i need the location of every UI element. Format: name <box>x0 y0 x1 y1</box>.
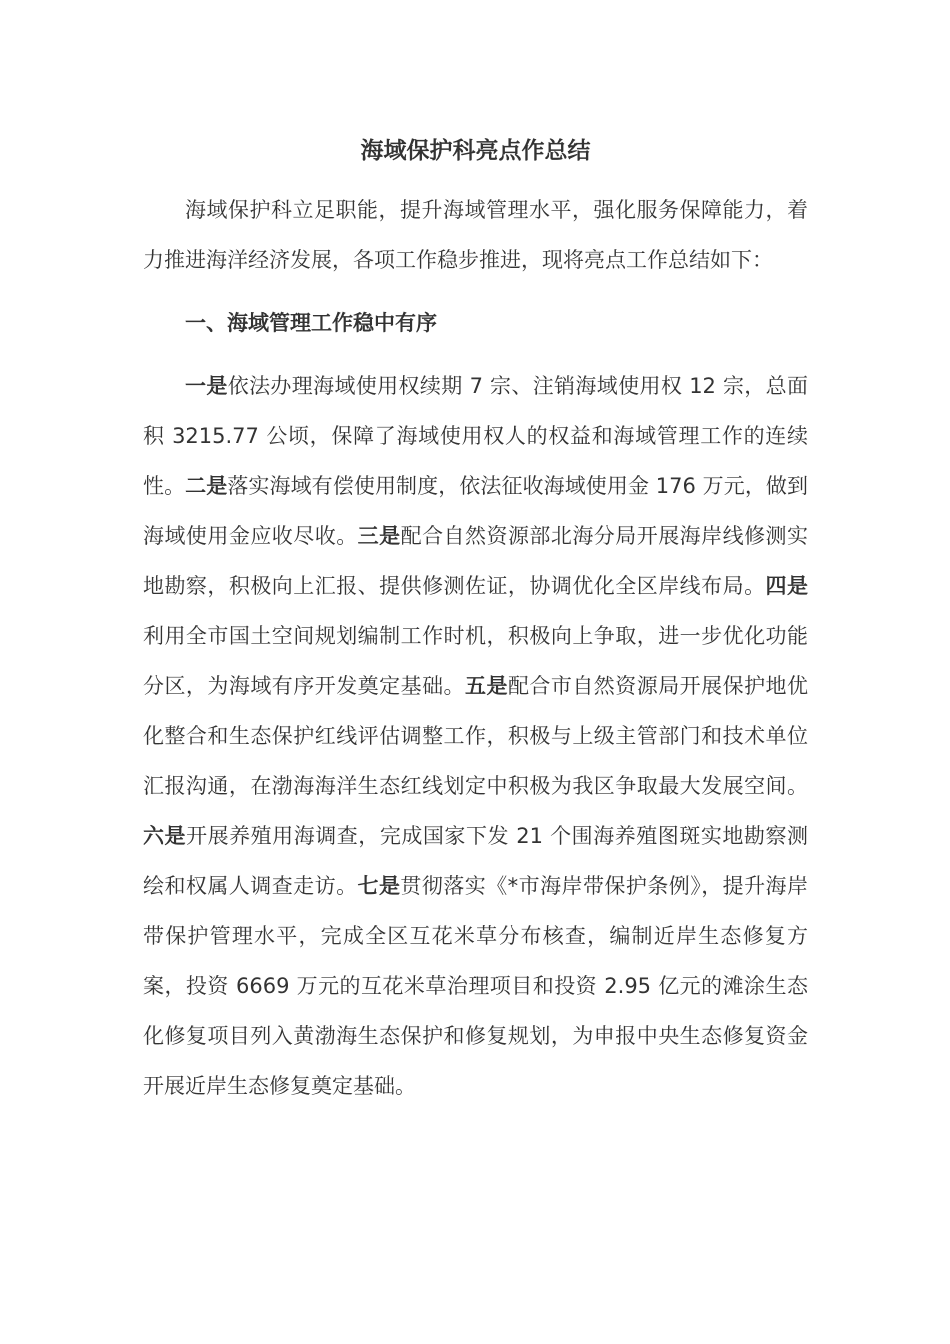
item-label: 六是 <box>143 824 187 848</box>
item-text: 利用全市国土空间规划编制工作时机，积极向上争取，进一步优化功能分区，为海域有序开发奠定基础。 <box>143 624 808 698</box>
item-label: 二是 <box>185 474 228 498</box>
item-label: 三是 <box>357 524 401 548</box>
item-text: 依法办理海域使用权续期 7 宗、注销海域使用权 12 宗，总面积 3215.77 公顷，保障了海域使用权人的权益和海域管理工作的连续性。 <box>143 374 808 498</box>
item-text: 配合自然资源部北海分局开展海岸线修测实地勘察，积极向上汇报、提供修测佐证，协调优化全区岸线布局。 <box>143 524 809 598</box>
item-text: 落实海域有偿使用制度，依法征收海域使用金 176 万元，做到海域使用金应收尽收。 <box>143 474 808 548</box>
item-text: 配合市自然资源局开展保护地优化整合和生态保护红线评估调整工作，积极与上级主管部门和技术单位汇报沟通，在渤海海洋生态红线划定中积极为我区争取最大发展空间。 <box>143 674 809 798</box>
item-label: 四是 <box>765 574 808 598</box>
item-text: 贯彻落实《*市海岸带保护条例》，提升海岸带保护管理水平，完成全区互花米草分布核查，编制近岸生态修复方案，投资 6669 万元的互花米草治理项目和投资 2.95 亿元的滩涂生态化修复项目列入黄渤海生态保护和修复规划，为申报中央生态修复资金开展近岸生态修复奠定基础。 <box>143 874 809 1098</box>
document-title: 海域保护科亮点作总结 <box>360 138 591 164</box>
section-body-paragraph <box>143 361 808 1111</box>
item-label: 五是 <box>465 674 508 698</box>
document-page <box>143 128 808 1111</box>
item-text: 开展养殖用海调查，完成国家下发 21 个围海养殖图斑实地勘察测绘和权属人调查走访。 <box>143 824 808 898</box>
item-label: 一是 <box>185 374 228 398</box>
item-label: 七是 <box>357 874 401 898</box>
intro-paragraph: 海域保护科立足职能，提升海域管理水平，强化服务保障能力，着力推进海洋经济发展，各项工作稳步推进，现将亮点工作总结如下： <box>143 198 808 272</box>
section-heading: 一、海域管理工作稳中有序 <box>185 311 437 335</box>
